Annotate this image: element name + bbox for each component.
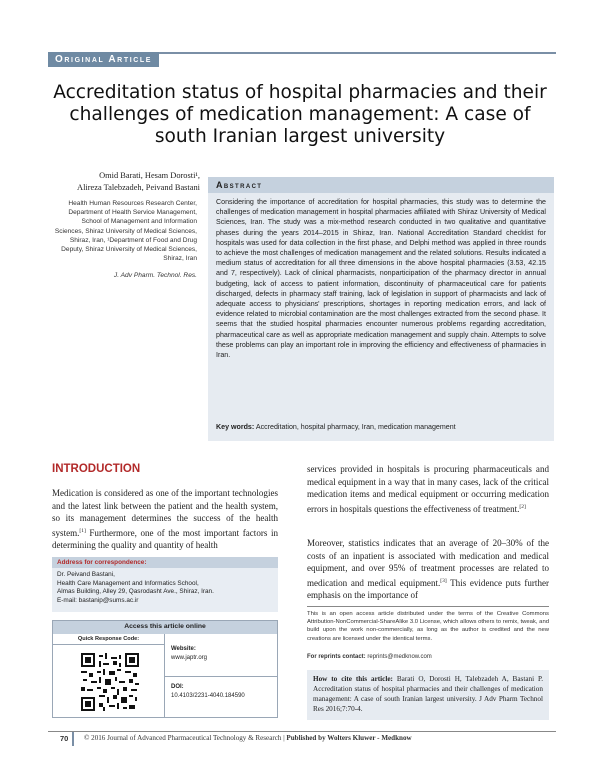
website-link[interactable]: www.japtr.org	[171, 655, 208, 661]
access-details	[171, 645, 275, 663]
citation-label: How to cite this article:	[313, 675, 393, 683]
footer-publisher: Published by Wolters Kluwer - Medknow	[286, 734, 412, 742]
page-number: 70	[48, 732, 74, 746]
article-title: Accreditation status of hospital pharmacies and their challenges of medication management: A case of south Iranian largest university	[53, 82, 547, 147]
footer-text	[84, 734, 554, 742]
keywords-label: Key words:	[216, 423, 255, 431]
citation-text: Barati O, Dorosti H, Talebzadeh A, Bastani P. Accreditation status of hospital pharmacies and their challenges of medication management: A case of south Iranian largest university. J Adv Pharm Technol Res 2016;7:70-4.	[313, 675, 544, 713]
ref-2[interactable]: [2]	[519, 503, 526, 510]
intro-col2-paragraph-1	[307, 463, 549, 515]
correspondence-heading: Address for correspondence:	[52, 557, 278, 568]
access-online-box	[52, 620, 278, 718]
abstract-heading: Abstract	[208, 177, 554, 193]
reprints-label: For reprints contact:	[307, 654, 366, 660]
qr-label: Quick Response Code:	[53, 634, 164, 645]
col2-text-2-tail: This evidence puts further emphasis on the importance of	[307, 577, 549, 601]
reprints-contact	[307, 654, 549, 660]
correspondence-email[interactable]: E-mail: bastanip@sums.ac.ir	[57, 596, 139, 604]
correspondence-box	[52, 557, 278, 612]
intro-col2-paragraph-2	[307, 537, 549, 602]
access-separator	[165, 676, 278, 677]
intro-text-1-tail: Furthermore, one of the most important factors in determining the quality and quantity of health	[52, 527, 278, 551]
footer-copyright: © 2016 Journal of Advanced Pharmaceutical Technology & Research |	[84, 734, 287, 742]
access-heading: Access this article online	[53, 621, 277, 634]
doi-link[interactable]: 10.4103/2231-4040.184590	[171, 693, 245, 699]
ref-1[interactable]: [1]	[79, 527, 86, 534]
keywords	[216, 423, 546, 431]
correspondence-name: Dr. Peivand Bastani,	[57, 571, 115, 578]
license-notice: This is an open access article distributed under the terms of the Creative Commons Attribution-NonCommercial-ShareAlike 3.0 License, which allows others to remix, tweak, and build upon the work non-commercially, as long as the author is credited and the new creations are licensed under the identical terms.	[307, 606, 549, 643]
abstract-text: Considering the importance of accreditation for hospital pharmacies, this study was to determine the challenges of medication management in hospital pharmacies affiliated with Shiraz University of Medical Sciences, Iran. The study was a mix-method research conducted in two qualitative and quantitative phases during the years 2014–2015 in Shiraz, Iran. National Accreditation Standard checklist for hospitals was used for data collection in the first phase, and Delphi method was applied in three rounds to achieve the most challenges of medication management and the related solutions. Results indicated a medium status of accreditation for all three dimensions in the above hospital pharmacies (3.53, 42.15 and 7, respectively). Lack of clinical pharmacists, nonparticipation of the pharmacy director in annual budgeting, lack of access to patient information, discontinuity of pharmaceutical care for patients discharged, defects in pharmacy staff training, lack of legislation in support of pharmacists and lack of adequate access to physicians' prescriptions, shortages in reporting medication errors, and lack of evidence related to microbial contamination are the most challenges extracted from the second phase. It seems that the studied hospital pharmacies encounter numerous problems regarding accreditation, pharmaceutical care as well as appropriate medication management and supply chain. Attempts to solve these problems can play an important role in improving the efficiency and effectiveness of pharmacies in Iran.	[216, 198, 546, 360]
correspondence-dept: Health Care Management and Informatics School,	[57, 579, 199, 587]
author-line-2: Alireza Talebzadeh, Peivand Bastani	[77, 182, 200, 192]
intro-text-1: Medication is considered as one of the important technologies and the latest link between the patient and the health system, so its management determines the success of the health system.	[52, 488, 278, 538]
journal-short-name: J. Adv Pharm. Technol. Res.	[113, 272, 197, 279]
footer-rule	[48, 731, 556, 732]
qr-code-icon[interactable]	[81, 653, 139, 711]
col2-text-2: Moreover, statistics indicates that an average of 20–30% of the costs of an inpatient is associated with medication and medical equipment, and over 95% of treatment processes are related to medication and medical equipment.	[307, 538, 549, 588]
keywords-value: Accreditation, hospital pharmacy, Iran, medication management	[255, 423, 456, 431]
col2-text-1: services provided in hospitals is procuring pharmaceuticals and medical equipment in a way that in many cases, lack of the critical medication items and medical equipment or occurring medication errors in hospitals questions the effectiveness of treatment.	[307, 464, 549, 514]
author-line-1: Omid Barati, Hesam Dorosti¹,	[99, 171, 200, 180]
correspondence-address: Almas Building, Alley 29, Qasrodasht Ave., Shiraz, Iran.	[57, 588, 214, 596]
intro-paragraph-1	[52, 487, 278, 552]
reprints-email[interactable]: reprints@medknow.com	[367, 654, 432, 660]
citation-box	[307, 670, 549, 720]
ref-3[interactable]: [3]	[440, 577, 447, 584]
abstract-box	[208, 177, 554, 441]
introduction-heading: INTRODUCTION	[52, 463, 141, 475]
affiliation: Health Human Resources Research Center, Department of Health Service Management, School of Management and Information Sciences, Shiraz University of Medical Sciences, Shiraz, Iran, ¹Department of Food and Drug Deputy, Shiraz University of Medical Sciences, Shiraz, Iran	[54, 200, 197, 263]
website-label: Website:	[171, 646, 196, 652]
section-label: Original Article	[48, 52, 159, 67]
doi-label: DOI:	[171, 684, 184, 690]
doi-details	[171, 683, 275, 701]
